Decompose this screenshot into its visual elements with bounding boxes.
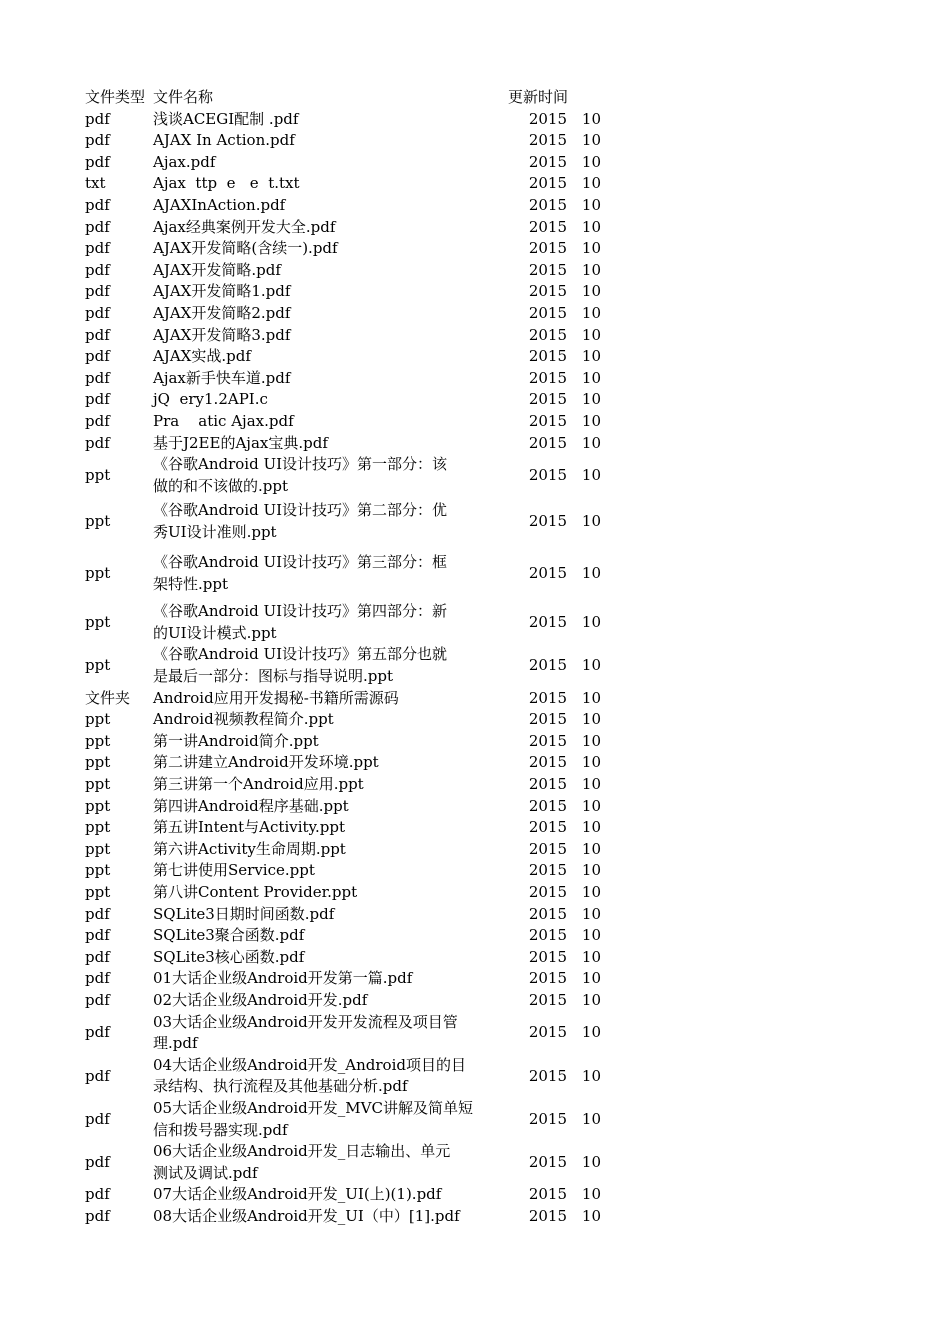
file-name-cell: 浅谈ACEGI配制 .pdf <box>153 109 299 128</box>
table-row <box>85 688 605 710</box>
file-type-cell: ppt <box>85 563 111 582</box>
table-row <box>85 497 605 546</box>
file-type-cell: pdf <box>85 1109 110 1128</box>
update-month-cell: 10 <box>581 390 601 409</box>
file-type-cell: pdf <box>85 109 110 128</box>
update-month-cell: 10 <box>581 613 601 632</box>
update-month-cell: 10 <box>581 1066 601 1085</box>
table-row <box>85 454 605 497</box>
file-name-cell: 《谷歌Android UI设计技巧》第一部分：该 做的和不该做的.ppt <box>153 455 448 495</box>
file-name-cell: 03大话企业级Android开发开发流程及项目管 理.pdf <box>153 1012 458 1053</box>
file-type-cell: ppt <box>85 861 111 880</box>
update-year-cell: 2015 <box>528 796 567 815</box>
update-month-cell: 10 <box>581 710 601 729</box>
file-name-cell: SQLite3核心函数.pdf <box>153 947 305 966</box>
file-type-cell: pdf <box>85 390 110 409</box>
file-name-cell: Ajax经典案例开发大全.pdf <box>153 217 336 236</box>
file-name-cell: 《谷歌Android UI设计技巧》第二部分：优 秀UI设计准则.ppt <box>153 501 448 541</box>
file-type-cell: pdf <box>85 282 110 301</box>
table-row <box>85 904 605 926</box>
table-row <box>85 303 605 325</box>
update-month-cell: 10 <box>581 511 601 530</box>
update-year-cell: 2015 <box>528 390 567 409</box>
file-type-cell: ppt <box>85 775 111 794</box>
header-file-name: 文件名称 <box>153 88 214 106</box>
update-month-cell: 10 <box>581 131 601 150</box>
update-year-cell: 2015 <box>528 411 567 430</box>
file-type-cell: ppt <box>85 613 111 632</box>
file-name-cell: 05大话企业级Android开发_MVC讲解及简单短 信和拨号器实现.pdf <box>153 1098 473 1139</box>
table-row <box>85 774 605 796</box>
file-name-cell: AJAX开发简略2.pdf <box>153 303 291 322</box>
update-month-cell: 10 <box>581 688 601 707</box>
file-name-cell: AJAX开发简略.pdf <box>153 260 281 279</box>
file-type-cell: ppt <box>85 753 111 772</box>
update-year-cell: 2015 <box>528 904 567 923</box>
update-year-cell: 2015 <box>528 347 567 366</box>
header-row <box>85 87 605 109</box>
table-row <box>85 546 605 601</box>
file-type-cell: pdf <box>85 990 110 1009</box>
table-row <box>85 217 605 239</box>
update-year-cell: 2015 <box>528 688 567 707</box>
update-month-cell: 10 <box>581 1023 601 1042</box>
update-year-cell: 2015 <box>528 1206 567 1225</box>
update-month-cell: 10 <box>581 1206 601 1225</box>
update-year-cell: 2015 <box>528 1023 567 1042</box>
update-month-cell: 10 <box>581 411 601 430</box>
table-row <box>85 130 605 152</box>
table-row <box>85 1141 605 1184</box>
table-row <box>85 346 605 368</box>
table-row <box>85 644 605 687</box>
table-row <box>85 601 605 644</box>
table-row <box>85 947 605 969</box>
table-row <box>85 411 605 433</box>
file-type-cell: ppt <box>85 883 111 901</box>
update-month-cell: 10 <box>581 947 601 966</box>
update-month-cell: 10 <box>581 775 601 794</box>
table-row <box>85 925 605 947</box>
update-month-cell: 10 <box>581 904 601 923</box>
table-row <box>85 882 605 904</box>
file-name-cell: 第四讲Android程序基础.ppt <box>153 796 349 815</box>
file-type-cell: pdf <box>85 411 110 430</box>
file-name-cell: 第三讲第一个Android应用.ppt <box>153 775 364 794</box>
table-row <box>85 368 605 390</box>
update-year-cell: 2015 <box>528 282 567 301</box>
file-name-cell: AJAX实战.pdf <box>153 347 251 366</box>
file-name-cell: 第六讲Activity生命周期.ppt <box>153 839 346 858</box>
update-year-cell: 2015 <box>528 861 567 880</box>
file-type-cell: pdf <box>85 260 110 279</box>
file-type-cell: pdf <box>85 1185 110 1204</box>
table-row <box>85 433 605 455</box>
file-name-cell: 第八讲Content Provider.ppt <box>153 883 358 901</box>
update-month-cell: 10 <box>581 303 601 322</box>
file-name-cell: 第五讲Intent与Activity.ppt <box>153 818 346 837</box>
update-year-cell: 2015 <box>528 217 567 236</box>
file-type-cell: pdf <box>85 217 110 236</box>
table-row <box>85 1098 605 1141</box>
update-year-cell: 2015 <box>528 131 567 150</box>
file-type-cell: ppt <box>85 465 111 484</box>
update-month-cell: 10 <box>581 926 601 945</box>
file-name-cell: AJAX开发简略1.pdf <box>153 282 291 301</box>
update-year-cell: 2015 <box>528 775 567 794</box>
table-row <box>85 238 605 260</box>
header-file-type: 文件类型 <box>85 88 146 106</box>
file-name-cell: AJAXInAction.pdf <box>153 195 286 214</box>
file-type-cell: pdf <box>85 1152 110 1171</box>
update-month-cell: 10 <box>581 796 601 815</box>
update-year-cell: 2015 <box>528 947 567 966</box>
header-updated-time: 更新时间 <box>508 88 569 106</box>
file-name-cell: Ajax ttp e e t.txt <box>153 174 300 193</box>
update-year-cell: 2015 <box>528 260 567 279</box>
table-row <box>85 796 605 818</box>
update-month-cell: 10 <box>581 753 601 772</box>
update-year-cell: 2015 <box>528 1185 567 1204</box>
table-row <box>85 389 605 411</box>
file-type-cell: pdf <box>85 347 110 366</box>
file-name-cell: AJAX In Action.pdf <box>153 131 295 150</box>
file-type-cell: pdf <box>85 239 110 258</box>
update-month-cell: 10 <box>581 465 601 484</box>
file-name-cell: 第七讲使用Service.ppt <box>153 861 315 880</box>
table-row <box>85 990 605 1012</box>
table-row <box>85 1184 605 1206</box>
update-year-cell: 2015 <box>528 174 567 193</box>
update-year-cell: 2015 <box>528 1109 567 1128</box>
table-row <box>85 173 605 195</box>
file-type-cell: ppt <box>85 796 111 815</box>
update-year-cell: 2015 <box>528 325 567 344</box>
table-row <box>85 109 605 131</box>
update-year-cell: 2015 <box>528 563 567 582</box>
file-type-cell: pdf <box>85 904 110 923</box>
file-name-cell: 06大话企业级Android开发_日志输出、单元 测试及调试.pdf <box>153 1142 451 1182</box>
update-year-cell: 2015 <box>528 990 567 1009</box>
file-type-cell: pdf <box>85 303 110 322</box>
table-row <box>85 1012 605 1055</box>
file-name-cell: 基于J2EE的Ajax宝典.pdf <box>153 433 328 452</box>
update-year-cell: 2015 <box>528 465 567 484</box>
update-year-cell: 2015 <box>528 818 567 837</box>
update-year-cell: 2015 <box>528 710 567 729</box>
update-month-cell: 10 <box>581 282 601 301</box>
update-month-cell: 10 <box>581 195 601 214</box>
update-month-cell: 10 <box>581 883 601 901</box>
table-row <box>85 1055 605 1098</box>
file-type-cell: pdf <box>85 1023 110 1042</box>
update-year-cell: 2015 <box>528 303 567 322</box>
file-type-cell: 文件夹 <box>85 688 131 707</box>
file-name-cell: 《谷歌Android UI设计技巧》第三部分：框 架特性.ppt <box>153 553 448 593</box>
update-month-cell: 10 <box>581 109 601 128</box>
update-month-cell: 10 <box>581 368 601 387</box>
update-month-cell: 10 <box>581 990 601 1009</box>
file-type-cell: pdf <box>85 1066 110 1085</box>
file-name-cell: 07大话企业级Android开发_UI(上)(1).pdf <box>153 1185 442 1204</box>
update-year-cell: 2015 <box>528 433 567 452</box>
file-type-cell: pdf <box>85 926 110 945</box>
update-month-cell: 10 <box>581 969 601 988</box>
table-row <box>85 195 605 217</box>
table-row <box>85 1206 605 1228</box>
file-list-sheet <box>85 87 605 1228</box>
update-year-cell: 2015 <box>528 1066 567 1085</box>
update-year-cell: 2015 <box>528 368 567 387</box>
file-name-cell: 《谷歌Android UI设计技巧》第四部分：新 的UI设计模式.ppt <box>153 602 448 642</box>
file-name-cell: 第二讲建立Android开发环境.ppt <box>153 753 379 772</box>
file-type-cell: ppt <box>85 839 111 858</box>
file-name-cell: 第一讲Android简介.ppt <box>153 731 319 750</box>
file-type-cell: pdf <box>85 969 110 988</box>
table-row <box>85 860 605 882</box>
table-row <box>85 152 605 174</box>
table-row <box>85 968 605 990</box>
update-month-cell: 10 <box>581 152 601 171</box>
update-month-cell: 10 <box>581 260 601 279</box>
table-row <box>85 839 605 861</box>
file-type-cell: ppt <box>85 511 111 530</box>
file-type-cell: pdf <box>85 368 110 387</box>
file-type-cell: pdf <box>85 325 110 344</box>
update-year-cell: 2015 <box>528 613 567 632</box>
file-type-cell: ppt <box>85 818 111 837</box>
update-month-cell: 10 <box>581 731 601 750</box>
file-name-cell: SQLite3聚合函数.pdf <box>153 926 305 945</box>
update-year-cell: 2015 <box>528 926 567 945</box>
file-type-cell: pdf <box>85 1206 110 1225</box>
table-row <box>85 817 605 839</box>
update-year-cell: 2015 <box>528 1152 567 1171</box>
file-name-cell: Ajax新手快车道.pdf <box>153 368 291 387</box>
file-name-cell: 04大话企业级Android开发_Android项目的目 录结构、执行流程及其他基础分析.pdf <box>153 1055 466 1096</box>
table-row <box>85 281 605 303</box>
update-year-cell: 2015 <box>528 731 567 750</box>
file-type-cell: pdf <box>85 195 110 214</box>
file-type-cell: ppt <box>85 710 111 729</box>
update-month-cell: 10 <box>581 174 601 193</box>
table-row <box>85 709 605 731</box>
update-year-cell: 2015 <box>528 195 567 214</box>
file-name-cell: 02大话企业级Android开发.pdf <box>153 990 368 1009</box>
update-month-cell: 10 <box>581 861 601 880</box>
file-name-cell: 08大话企业级Android开发_UI（中）[1].pdf <box>153 1206 460 1225</box>
update-month-cell: 10 <box>581 656 601 675</box>
table-row <box>85 752 605 774</box>
file-type-cell: pdf <box>85 131 110 150</box>
file-type-cell: ppt <box>85 731 111 750</box>
update-year-cell: 2015 <box>528 839 567 858</box>
table-row <box>85 260 605 282</box>
update-month-cell: 10 <box>581 1109 601 1128</box>
file-name-cell: SQLite3日期时间函数.pdf <box>153 904 335 923</box>
file-type-cell: pdf <box>85 152 110 171</box>
file-name-cell: Android应用开发揭秘-书籍所需源码 <box>153 688 399 707</box>
update-month-cell: 10 <box>581 839 601 858</box>
file-name-cell: AJAX开发简略3.pdf <box>153 325 291 344</box>
file-rows <box>85 109 605 1228</box>
file-name-cell: 01大话企业级Android开发第一篇.pdf <box>153 969 413 988</box>
file-type-cell: ppt <box>85 656 111 675</box>
file-type-cell: pdf <box>85 433 110 452</box>
file-name-cell: jQ ery1.2API.c <box>153 390 268 409</box>
file-name-cell: AJAX开发简略(含续一).pdf <box>153 239 338 258</box>
update-year-cell: 2015 <box>528 883 567 901</box>
update-year-cell: 2015 <box>528 239 567 258</box>
update-month-cell: 10 <box>581 1152 601 1171</box>
update-month-cell: 10 <box>581 347 601 366</box>
update-month-cell: 10 <box>581 217 601 236</box>
update-month-cell: 10 <box>581 818 601 837</box>
file-type-cell: pdf <box>85 947 110 966</box>
update-month-cell: 10 <box>581 433 601 452</box>
update-year-cell: 2015 <box>528 656 567 675</box>
table-row <box>85 325 605 347</box>
table-row <box>85 731 605 753</box>
update-month-cell: 10 <box>581 563 601 582</box>
update-year-cell: 2015 <box>528 753 567 772</box>
file-name-cell: Ajax.pdf <box>153 152 216 171</box>
file-type-cell: txt <box>85 174 106 193</box>
file-name-cell: 《谷歌Android UI设计技巧》第五部分也就 是最后一部分：图标与指导说明.ppt <box>153 645 448 686</box>
update-month-cell: 10 <box>581 239 601 258</box>
file-name-cell: Pra atic Ajax.pdf <box>153 411 294 430</box>
update-month-cell: 10 <box>581 1185 601 1204</box>
file-name-cell: Android视频教程简介.ppt <box>153 710 334 729</box>
update-year-cell: 2015 <box>528 109 567 128</box>
update-year-cell: 2015 <box>528 969 567 988</box>
update-year-cell: 2015 <box>528 152 567 171</box>
update-month-cell: 10 <box>581 325 601 344</box>
update-year-cell: 2015 <box>528 511 567 530</box>
